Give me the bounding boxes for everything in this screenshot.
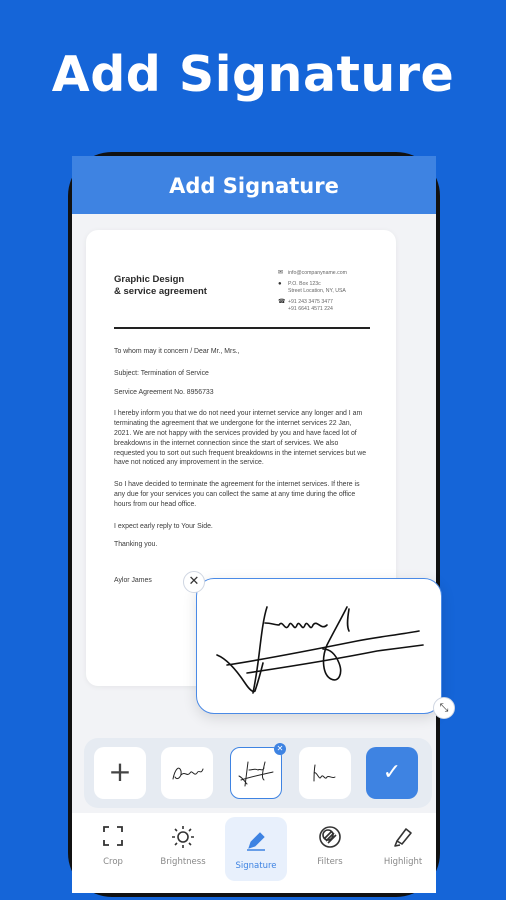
signature-option-2-selected[interactable]: [230, 744, 284, 799]
contact-phone1: +91 243 3475 3477: [288, 299, 333, 305]
remove-badge-icon[interactable]: ✕: [274, 743, 286, 755]
contact-block: [278, 270, 370, 317]
check-icon: ✓: [382, 760, 402, 785]
plus-icon: +: [108, 755, 132, 788]
signature-thumbnail-1: [161, 747, 213, 799]
confirm-signature-button[interactable]: [366, 747, 418, 799]
document-closing-1: I expect early reply to Your Side.: [114, 522, 213, 530]
document-paragraph-1: I hereby inform you that we do not need your internet service any longer and I am terminating the agreement that we undergone for the internet services 22 Jan, 2021. We are not happy with the services provided by you and have faced lot of breakdowns in the internet connection since the start of services. We also requested you to sort out such frequent breakdowns in the internet services but we have not noticed any improvement in the service.: [114, 410, 367, 467]
phone-frame: [68, 152, 449, 897]
tool-crop-label: Crop: [103, 857, 123, 867]
promo-headline: Add Signature: [51, 46, 455, 103]
contact-phone2: +91 6641 4571 224: [288, 306, 333, 312]
mail-icon: ✉: [278, 270, 284, 276]
location-icon: ●: [278, 281, 282, 287]
signature-picker: [84, 738, 432, 808]
add-signature-button[interactable]: [94, 747, 146, 799]
document-title-line1: Graphic Design: [114, 274, 185, 285]
sun-icon: [152, 813, 214, 851]
document-title-line2: & service agreement: [114, 286, 207, 297]
signature-thumbnail-2: [231, 748, 281, 798]
contact-email: info@companyname.com: [288, 270, 347, 276]
document-agreement-no: Service Agreement No. 8956733: [114, 388, 214, 396]
filters-icon: [299, 813, 361, 851]
app-header-title: Add Signature: [72, 156, 436, 214]
pen-icon: [225, 817, 287, 855]
tool-brightness-label: Brightness: [160, 857, 206, 867]
contact-address-line2: Street Location, NY, USA: [288, 288, 346, 294]
tool-highlight-label: Highlight: [383, 857, 423, 867]
document-closing-2: Thanking you.: [114, 541, 158, 549]
resize-handle-icon[interactable]: ⤡: [433, 697, 455, 719]
document-subject: Subject: Termination of Service: [114, 369, 209, 377]
tool-highlight[interactable]: [372, 813, 434, 877]
crop-icon: [82, 813, 144, 851]
contact-phone-row: [278, 299, 370, 313]
signature-option-3[interactable]: [299, 747, 351, 799]
signature-thumbnail-3: [299, 747, 351, 799]
bottom-toolbar: [72, 813, 436, 893]
signature-placement-box[interactable]: [196, 578, 442, 714]
document-signer: Aylor James: [114, 577, 152, 585]
close-signature-button[interactable]: ✕: [183, 571, 205, 593]
phone-screen: [72, 156, 449, 893]
document-title: [114, 274, 207, 317]
signature-drawing: [197, 579, 443, 715]
highlighter-icon: [372, 813, 434, 851]
document-paragraph-2: So I have decided to terminate the agreement for the internet services. If there is any due for your services you can collect the same at any time during the office hours from our head office.: [114, 481, 360, 508]
contact-address-line1: P.O. Box 123c: [288, 281, 321, 287]
tool-signature-label: Signature: [235, 861, 277, 871]
document-header: [114, 270, 370, 317]
document-salutation: To whom may it concern / Dear Mr., Mrs.,: [114, 348, 240, 355]
document-divider: [114, 327, 370, 329]
tool-brightness[interactable]: [152, 813, 214, 877]
tool-crop[interactable]: [82, 813, 144, 877]
tool-filters-label: Filters: [317, 857, 343, 867]
tool-signature[interactable]: [225, 817, 287, 881]
tool-filters[interactable]: [299, 813, 361, 877]
contact-email-row: [278, 270, 370, 277]
phone-icon: ☎: [278, 299, 286, 305]
signature-option-1[interactable]: [161, 747, 213, 799]
contact-address-row: [278, 281, 370, 295]
